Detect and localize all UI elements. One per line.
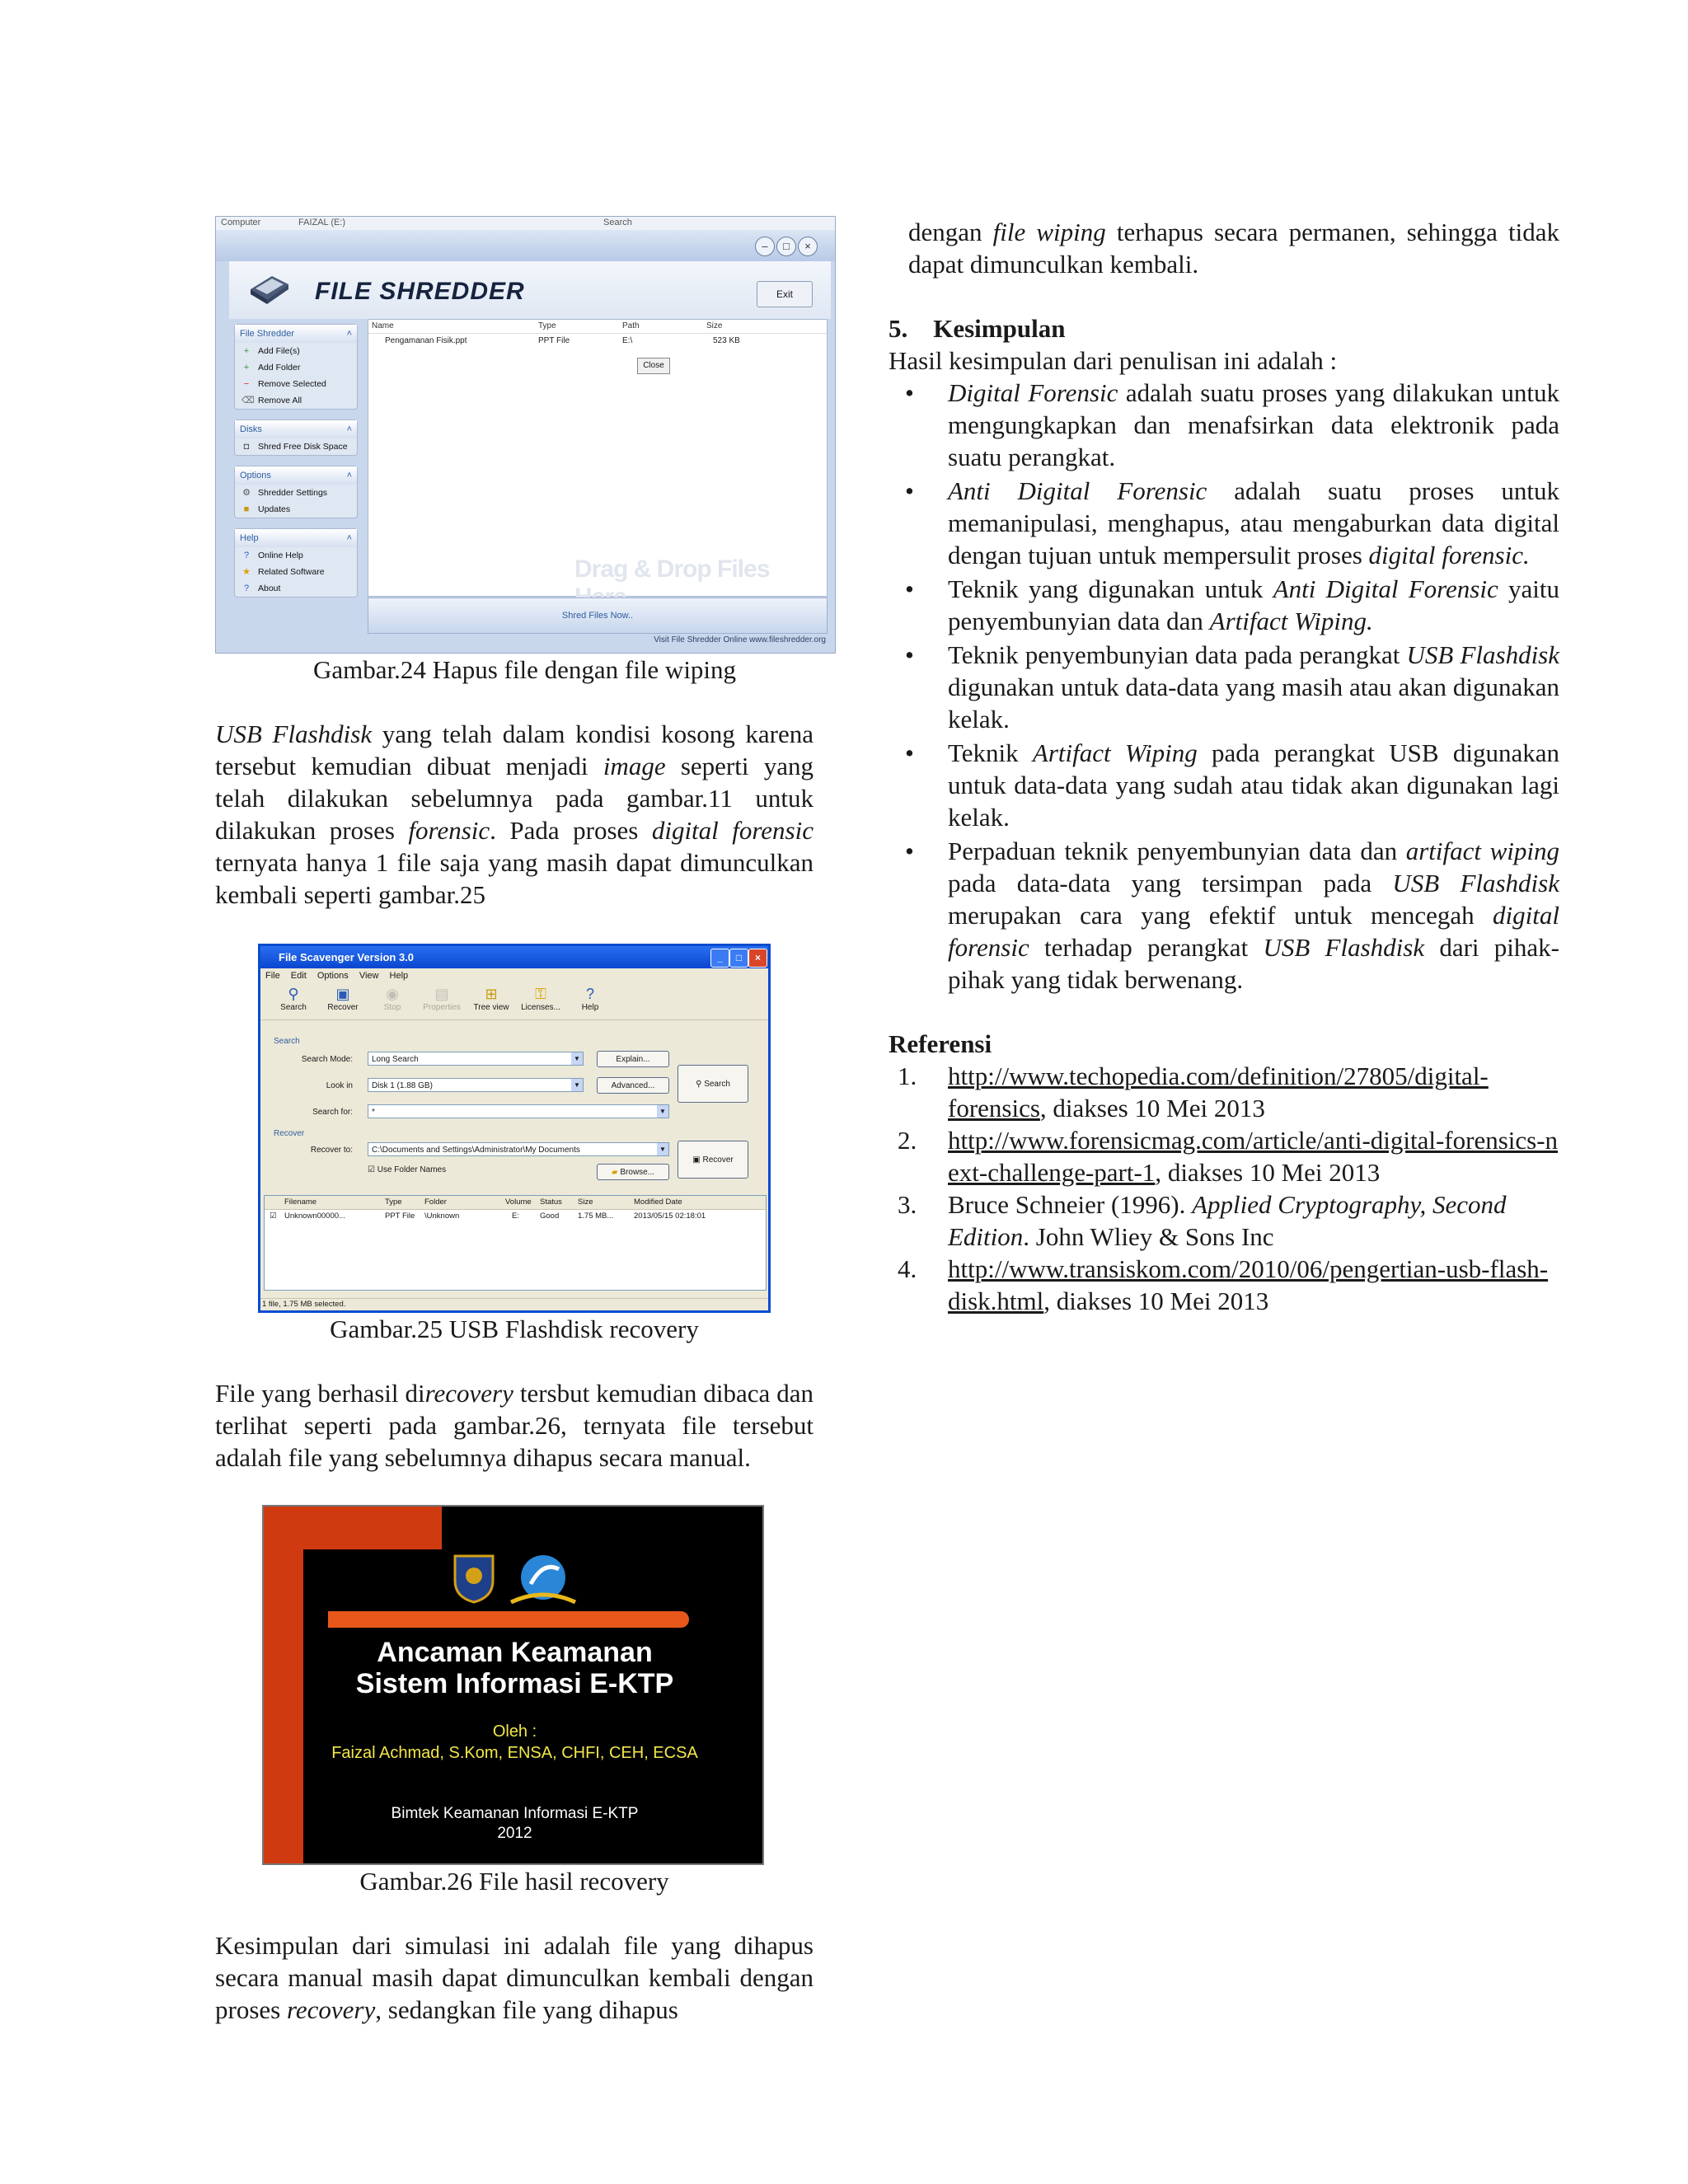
ref-number: 3. [898,1190,917,1219]
tool-label: Licenses... [521,1003,560,1012]
list-item [889,639,1559,735]
panel-file-shredder [234,324,358,410]
tool-recover [321,985,364,1012]
add-icon: + [243,346,250,356]
results-header [265,1196,766,1210]
checkbox-icon: ☑ [270,1212,277,1221]
status-bar: 1 file, 1.75 MB selected. [260,1298,770,1310]
list-item [889,475,1559,571]
text-usb-flashdisk: USB Flashdisk [215,719,373,748]
save-icon: ▣ [335,986,350,1002]
text-italic: digital forensic. [1368,541,1530,569]
list-item [889,835,1559,996]
star-icon: ★ [242,567,251,577]
list-item [889,737,1559,833]
search-button [678,1065,748,1103]
text-forensic: forensic [408,816,490,845]
menu-options: Options [316,971,349,981]
app-title: FILE SHREDDER [315,278,525,305]
tool-label: Properties [423,1003,461,1012]
ref-number: 2. [898,1126,917,1155]
slide-screenshot [262,1505,764,1865]
col-modified: Modified Date [634,1197,682,1207]
figure-24 [215,216,834,686]
text-italic: USB Flashdisk [1263,933,1425,962]
tool-label: Search [280,1003,307,1012]
text-span: digunakan untuk data-data yang masih atau akan digunakan kelak. [948,673,1559,733]
save-icon: ▣ [692,1155,703,1165]
slide-event: Bimtek Keamanan Informasi E-KTP [391,1805,639,1822]
help-icon: ? [585,986,594,1002]
tool-label: Stop [383,1003,401,1012]
address-drive: FAIZAL (E:) [298,218,346,227]
panel-help [234,528,358,598]
close-popup-button: Close [637,358,670,374]
maximize-icon: □ [729,949,748,968]
file-name: Pengamanan Fisik.ppt [385,336,467,345]
sidebar-item-about: About [258,583,281,593]
minimize-icon: _ [710,949,729,968]
button-label: Search [704,1080,730,1089]
file-path: E:\ [622,336,633,345]
paragraph-2 [215,1377,814,1474]
checkbox-icon: ☑ [368,1165,375,1174]
drag-drop-hint: Drag & Drop Files [574,555,770,583]
list-item [889,573,1559,637]
look-in-label: Look in [326,1081,353,1090]
remove-icon: − [243,379,250,389]
menu-help: Help [389,971,409,981]
bullet-icon: • [905,378,914,407]
cell-volume: E: [512,1212,519,1221]
sidebar-item-remove-all: Remove All [258,396,302,405]
text-span: , diakses 10 Mei 2013 [1155,1158,1381,1187]
text-span: Bruce Schneier (1996). [948,1190,1193,1219]
search-icon: ⚲ [696,1080,705,1089]
text-italic: artifact wiping [1405,837,1559,865]
panel-title: File Shredder [240,329,295,339]
text-span: , diakses 10 Mei 2013 [1039,1094,1265,1122]
file-row [368,335,827,348]
checkbox-label: Use Folder Names [377,1165,447,1174]
settings-icon: ⚙ [242,488,251,498]
text-span: Teknik [948,738,1033,767]
col-type: Type [385,1197,402,1207]
slide-red-top [264,1507,442,1549]
text-span: Kesimpulan dari simulasi ini adalah file yang dihapus secara manual masih dapat dimunculkan kembali dengan proses [215,1931,814,2024]
eraser-icon: ⌫ [241,396,255,405]
text-image: image [603,752,666,780]
file-shredder-screenshot [215,216,836,654]
tool-label: Help [581,1003,599,1012]
ref-number: 1. [898,1062,917,1090]
text-recovery: recovery [286,1995,376,2024]
panel-title: Options [240,471,271,480]
text-span: yaitu penyembunyian data dan [948,574,1559,635]
reference-item [889,1253,1559,1317]
collapse-icon: ˄ [346,533,352,543]
disk-icon: ◘ [243,442,250,452]
collapse-icon: ˄ [346,424,352,434]
chevron-down-icon: ▼ [571,1079,583,1091]
file-type: PPT File [538,336,570,345]
col-status: Status [540,1197,562,1207]
exit-button: Exit [757,281,813,307]
menu-file: File [265,971,280,981]
collapse-icon: ˄ [346,471,352,480]
text-italic: USB Flashdisk [1406,640,1560,669]
text-span: , diakses 10 Mei 2013 [1043,1286,1269,1315]
address-bar [216,217,835,230]
text-span: yang telah dalam kondisi kosong karena tersebut kemudian dibuat menjadi [215,719,814,780]
text-span: pada perangkat USB digunakan untuk data-data yang sudah atau tidak akan digunakan lagi kelak. [948,738,1559,832]
input-value: C:\Documents and Settings\Administrator\My Documents [372,1146,580,1155]
text-span: Teknik yang digunakan untuk [948,574,1273,603]
recover-to-input [368,1142,669,1156]
right-column [889,216,1559,1317]
sidebar-item-add-files: Add File(s) [258,346,300,356]
text-span: dari pihak-pihak yang tidak berwenang. [948,933,1560,994]
sidebar-item-related-software: Related Software [258,567,325,577]
text-italic: Artifact Wiping [1032,738,1198,767]
bullet-icon: • [905,476,914,505]
tool-licenses [519,985,562,1012]
cell-type: PPT File [385,1212,415,1221]
col-name: Name [372,321,394,330]
left-column [215,216,826,2026]
stop-icon: ◉ [386,986,399,1002]
text-italic: Applied Cryptography, Second Edition [948,1190,1507,1251]
slide-title-line-2: Sistem Informasi E-KTP [355,1668,674,1699]
cell-size: 1.75 MB... [578,1212,614,1221]
figure-26 [215,1505,814,1897]
minimize-icon: – [755,237,775,256]
properties-icon: ▤ [434,986,449,1002]
cell-folder: \Unknown [424,1212,460,1221]
text-span: seperti yang telah dilakukan sebelumnya pada gambar.11 untuk dilakukan proses [215,752,814,845]
text-span: terhadap perangkat [1029,933,1264,962]
updates-icon: ■ [243,504,250,514]
slide-title-line-1: Ancaman Keamanan [377,1637,653,1668]
text-italic: Anti Digital Forensic [1273,574,1498,603]
tree-icon: ⊞ [485,986,498,1002]
status-link: Visit File Shredder Online www.fileshredder.org [654,635,826,644]
folder-icon: ▰ [611,1168,621,1177]
text-span: ternyata hanya 1 file saja yang masih dapat dimunculkan kembali seperti gambar.25 [215,848,814,909]
references-heading: Referensi [889,1029,992,1058]
reference-item [889,1124,1559,1188]
reference-link[interactable]: http://www.transiskom.com/2010/06/pengertian-usb-flash-disk.html [948,1254,1549,1315]
tool-tree-view [470,985,513,1012]
figure-26-caption: Gambar.26 File hasil recovery [359,1867,669,1896]
collapse-icon: ˄ [346,329,352,339]
col-path: Path [622,321,640,330]
text-span: File yang berhasil di [215,1379,425,1408]
reference-link[interactable]: http://www.forensicmag.com/article/anti-digital-forensics-next-challenge-part-1 [948,1126,1559,1187]
ktp-logo-icon [508,1551,579,1609]
tool-stop [371,985,414,1012]
address-computer: Computer [221,218,261,227]
text-span: adalah suatu proses yang dilakukan untuk mengungkapkan dan menafsirkan data elektronik pada suatu perangkat. [948,378,1560,471]
close-icon: × [798,237,818,256]
tool-properties [420,985,463,1012]
tool-label: Tree view [473,1003,509,1012]
reference-link[interactable]: http://www.techopedia.com/definition/27805/digital-forensics [948,1062,1489,1122]
ref-number: 4. [898,1254,917,1283]
conclusion-list [889,377,1559,996]
text-span: tersbut kemudian dibaca dan terlihat seperti pada gambar.26, ternyata file tersebut adalah file yang sebelumnya dihapus secara manual. [215,1379,814,1472]
bullet-icon: • [905,837,914,865]
search-icon: ⚲ [288,986,299,1002]
results-table [264,1195,767,1291]
text-span: pada data-data yang tersimpan pada [948,869,1393,898]
chevron-down-icon: ▼ [657,1143,668,1155]
panel-title: Help [240,533,259,543]
search-for-label: Search for: [312,1108,353,1117]
text-span: , sedangkan file yang dihapus [375,1995,678,2024]
sidebar-item-shredder-settings: Shredder Settings [258,488,328,498]
reference-item [889,1060,1559,1124]
sidebar-item-add-folder: Add Folder [258,363,301,373]
info-icon: ? [243,583,250,593]
table-row [265,1210,766,1223]
tool-label: Recover [327,1003,359,1012]
browse-button [597,1164,669,1180]
text-italic: Anti Digital Forensic [948,476,1207,505]
section-intro: Hasil kesimpulan dari penulisan ini adalah : [889,346,1338,375]
cell-status: Good [540,1212,560,1221]
file-size: 523 KB [713,336,740,345]
window-titlebar [216,230,835,261]
chevron-down-icon: ▼ [571,1052,583,1065]
look-in-select [368,1078,584,1092]
app-banner [229,261,831,319]
cell-modified: 2013/05/15 02:18:01 [634,1212,706,1221]
panel-disks [234,419,358,456]
figure-25-caption: Gambar.25 USB Flashdisk recovery [330,1315,699,1343]
tool-help [569,985,612,1012]
recover-to-label: Recover to: [310,1146,353,1155]
advanced-button: Advanced... [597,1077,669,1094]
toolbar [260,983,768,1020]
explain-button: Explain... [597,1051,669,1067]
cell-filename: Unknown00000... [284,1212,345,1221]
input-value: * [372,1108,375,1117]
sidebar-item-shred-free-space: Shred Free Disk Space [258,442,348,452]
bullet-icon: • [905,574,914,603]
scavenger-title: File Scavenger Version 3.0 [279,951,415,963]
paragraph-1 [215,718,814,911]
text-italic: Artifact Wiping. [1209,607,1373,635]
text-span: . Pada proses [490,816,652,845]
maximize-icon: □ [776,237,796,256]
paragraph-3 [215,1929,814,2026]
col-size: Size [706,321,723,330]
reference-item [889,1188,1559,1253]
file-list-header [368,320,827,334]
button-label: Recover [702,1155,734,1165]
search-mode-label: Search Mode: [301,1055,353,1064]
bullet-icon: • [905,640,914,669]
text-italic: Digital Forensic [948,378,1118,407]
emblem-logo-icon [452,1553,496,1604]
scavenger-titlebar [260,946,768,968]
text-file-wiping: file wiping [992,218,1106,246]
col-type: Type [538,321,556,330]
text-italic: digital forensic [948,901,1559,962]
references-list [889,1060,1559,1317]
col-folder: Folder [424,1197,447,1207]
text-italic: USB Flashdisk [1392,869,1559,898]
text-span: Teknik penyembunyian data pada perangkat [948,640,1407,669]
select-value: Disk 1 (1.88 GB) [372,1081,433,1090]
menu-view: View [359,971,379,981]
text-span: merupakan cara yang efektif untuk mencegah [948,901,1493,930]
bullet-icon: • [905,738,914,767]
search-mode-select [368,1052,584,1066]
text-digital-forensic: digital forensic [651,816,814,845]
sidebar-item-updates: Updates [258,504,291,514]
slide-by-label: Oleh : [492,1722,537,1741]
menu-edit: Edit [290,971,307,981]
help-icon: ? [243,551,250,560]
recover-group-label: Recover [274,1129,305,1138]
text-span: dengan [908,218,993,246]
col-filename: Filename [284,1197,317,1207]
text-span: terhapus secara permanen, sehingga tidak dapat dimunculkan kembali. [908,218,1559,279]
file-list [368,319,828,597]
shredder-logo-icon [247,271,290,306]
use-folder-names-checkbox [368,1165,446,1174]
recover-button [678,1141,748,1179]
tool-search [272,985,315,1012]
close-icon: × [748,949,767,968]
chevron-down-icon: ▼ [657,1105,668,1118]
search-group-label: Search [274,1037,300,1046]
slide-author: Faizal Achmad, S.Kom, ENSA, CHFI, CEH, ECSA [331,1744,698,1762]
paragraph-continued [889,216,1559,280]
text-span: Perpaduan teknik penyembunyian data dan [948,837,1406,865]
text-recovery: recovery [424,1379,513,1408]
list-item [889,377,1559,473]
figure-25 [215,944,814,1345]
figure-24-caption: Gambar.24 Hapus file dengan file wiping [312,655,737,684]
col-volume: Volume [505,1197,532,1207]
sidebar-item-online-help: Online Help [258,551,303,560]
select-value: Long Search [372,1055,419,1064]
key-icon: ⚿ [535,986,546,1002]
text-span: . John Wliey & Sons Inc [1023,1222,1274,1251]
slide-orange-bar [328,1611,689,1628]
slide-year: 2012 [497,1825,532,1842]
menubar [260,968,768,983]
button-label: Browse... [620,1168,655,1177]
col-size: Size [578,1197,593,1207]
panel-title: Disks [240,424,262,434]
shred-files-button: Shred Files Now.. [368,598,828,634]
search-box-text: Search [603,218,632,227]
text-span: adalah suatu proses untuk memanipulasi, menghapus, atau mengaburkan data digital dengan tujuan untuk mempersulit proses [948,476,1559,569]
file-scavenger-screenshot [258,944,771,1313]
panel-options [234,466,358,518]
section-heading-kesimpulan: 5. Kesimpulan [889,314,1066,343]
sidebar-item-remove-selected: Remove Selected [258,379,326,389]
search-for-input [368,1104,669,1118]
add-icon: + [243,363,250,373]
